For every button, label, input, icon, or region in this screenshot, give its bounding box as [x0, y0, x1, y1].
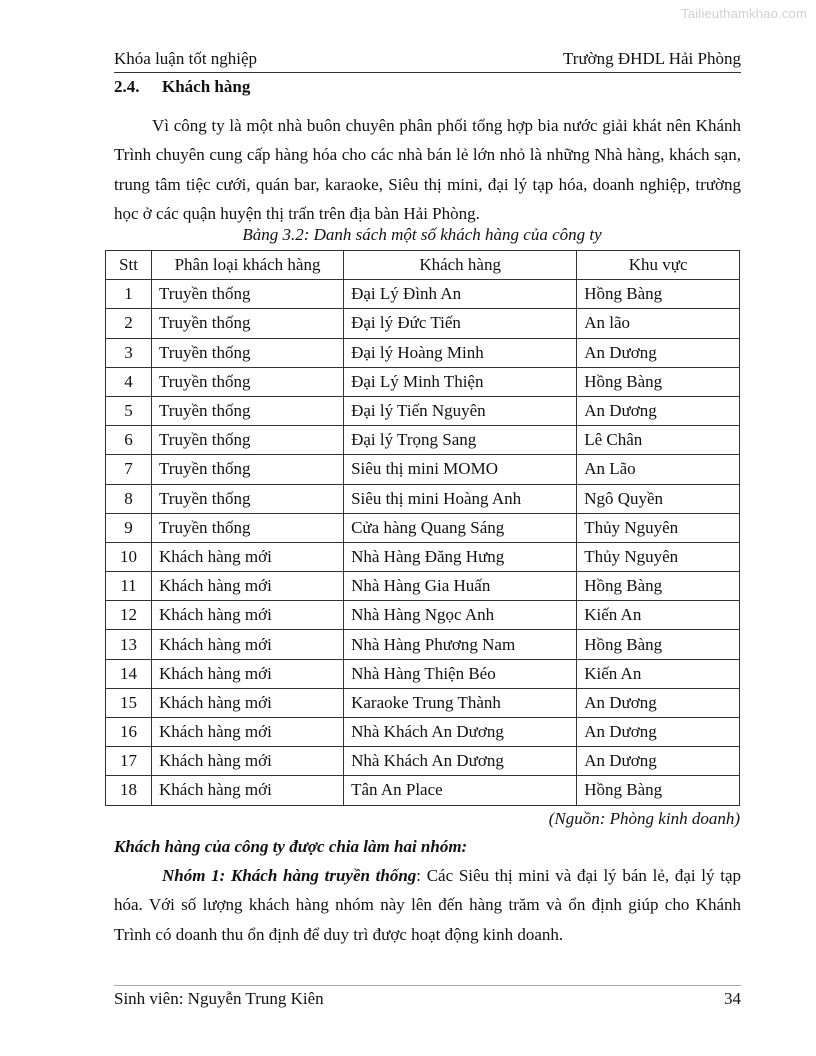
table-row [106, 688, 740, 717]
groups-heading: Khách hàng của công ty được chia làm hai nhóm: [114, 837, 468, 856]
cell-category: Khách hàng mới [152, 688, 344, 717]
cell-customer: Đại Lý Đình An [344, 280, 577, 309]
table-row [106, 367, 740, 396]
table-row [106, 455, 740, 484]
cell-category: Truyền thống [152, 367, 344, 396]
cell-area: Hồng Bàng [577, 630, 740, 659]
cell-category: Truyền thống [152, 426, 344, 455]
cell-area: Kiến An [577, 659, 740, 688]
table-row [106, 396, 740, 425]
cell-area: Hồng Bàng [577, 572, 740, 601]
cell-area: Thủy Nguyên [577, 513, 740, 542]
cell-category: Truyền thống [152, 309, 344, 338]
cell-customer: Nhà Hàng Gia Huấn [344, 572, 577, 601]
cell-customer: Karaoke Trung Thành [344, 688, 577, 717]
cell-category: Khách hàng mới [152, 601, 344, 630]
table-row [106, 601, 740, 630]
cell-area: An Dương [577, 396, 740, 425]
table-row [106, 630, 740, 659]
cell-stt: 9 [106, 513, 152, 542]
header-thesis-label: Khóa luận tốt nghiệp [114, 49, 258, 68]
cell-stt: 14 [106, 659, 152, 688]
intro-paragraph: Vì công ty là một nhà buôn chuyên phân phối tổng hợp bia nước giải khát nên Khánh Trình chuyên cung cấp hàng hóa cho các nhà bán lẻ lớn nhỏ là những Nhà hàng, khách sạn, trung tâm tiệc cưới, quán bar, karaoke, Siêu thị mini, đại lý tạp hóa, doanh nghiệp, trường học ở các quận huyện thị trấn trên địa bàn Hải Phòng. [114, 116, 741, 223]
table-row [106, 280, 740, 309]
cell-customer: Đại lý Tiến Nguyên [344, 396, 577, 425]
cell-area: An Dương [577, 338, 740, 367]
cell-category: Truyền thống [152, 280, 344, 309]
cell-stt: 6 [106, 426, 152, 455]
cell-stt: 8 [106, 484, 152, 513]
table-row [106, 659, 740, 688]
group1-text: : Các Siêu thị mini và đại lý bán lẻ, đại lý tạp hóa. Với số lượng khách hàng nhóm này lên đến hàng trăm và ổn định giúp cho Khánh Trình có doanh thu ổn định để duy trì được hoạt động kinh doanh. [114, 866, 741, 944]
cell-area: An Dương [577, 747, 740, 776]
cell-stt: 18 [106, 776, 152, 805]
customer-table [105, 250, 740, 806]
cell-stt: 17 [106, 747, 152, 776]
cell-customer: Tân An Place [344, 776, 577, 805]
cell-category: Khách hàng mới [152, 542, 344, 571]
cell-stt: 5 [106, 396, 152, 425]
table-source: (Nguồn: Phòng kinh doanh) [548, 809, 740, 828]
cell-customer: Cửa hàng Quang Sáng [344, 513, 577, 542]
table-row [106, 484, 740, 513]
cell-area: An lão [577, 309, 740, 338]
page-header [114, 48, 741, 73]
cell-stt: 7 [106, 455, 152, 484]
footer-student: Sinh viên: Nguyễn Trung Kiên [114, 989, 324, 1008]
cell-customer: Nhà Hàng Đăng Hưng [344, 542, 577, 571]
column-header-customer: Khách hàng [344, 251, 577, 280]
cell-area: An Dương [577, 688, 740, 717]
cell-stt: 3 [106, 338, 152, 367]
cell-stt: 15 [106, 688, 152, 717]
cell-customer: Nhà Khách An Dương [344, 747, 577, 776]
cell-stt: 1 [106, 280, 152, 309]
page-number: 34 [724, 989, 741, 1008]
cell-category: Khách hàng mới [152, 659, 344, 688]
cell-area: An Dương [577, 718, 740, 747]
cell-category: Truyền thống [152, 455, 344, 484]
cell-category: Khách hàng mới [152, 718, 344, 747]
cell-customer: Đại lý Trọng Sang [344, 426, 577, 455]
table-row [106, 426, 740, 455]
column-header-stt: Stt [106, 251, 152, 280]
cell-customer: Siêu thị mini Hoàng Anh [344, 484, 577, 513]
cell-category: Truyền thống [152, 396, 344, 425]
cell-customer: Nhà Hàng Ngọc Anh [344, 601, 577, 630]
section-number: 2.4. [114, 77, 140, 96]
cell-stt: 10 [106, 542, 152, 571]
section-heading [114, 77, 250, 97]
header-university: Trường ĐHDL Hải Phòng [563, 49, 741, 68]
cell-category: Khách hàng mới [152, 776, 344, 805]
cell-stt: 11 [106, 572, 152, 601]
cell-category: Khách hàng mới [152, 572, 344, 601]
cell-stt: 12 [106, 601, 152, 630]
table-row [106, 718, 740, 747]
cell-category: Khách hàng mới [152, 630, 344, 659]
cell-category: Truyền thống [152, 513, 344, 542]
table-caption: Bảng 3.2: Danh sách một số khách hàng của công ty [242, 225, 602, 244]
cell-stt: 2 [106, 309, 152, 338]
table-row [106, 338, 740, 367]
cell-category: Truyền thống [152, 484, 344, 513]
cell-area: Hồng Bàng [577, 776, 740, 805]
cell-area: Ngô Quyền [577, 484, 740, 513]
cell-area: Hồng Bàng [577, 367, 740, 396]
table-body [106, 280, 740, 805]
cell-customer: Đại lý Hoàng Minh [344, 338, 577, 367]
column-header-area: Khu vực [577, 251, 740, 280]
cell-category: Truyền thống [152, 338, 344, 367]
group1-label: Nhóm 1: Khách hàng truyền thống [162, 866, 417, 885]
table-row [106, 572, 740, 601]
column-header-category: Phân loại khách hàng [152, 251, 344, 280]
cell-customer: Đại lý Đức Tiến [344, 309, 577, 338]
cell-area: Hồng Bàng [577, 280, 740, 309]
cell-area: An Lão [577, 455, 740, 484]
table-row [106, 542, 740, 571]
page-footer [114, 985, 741, 1012]
table-row [106, 309, 740, 338]
group1-paragraph [114, 861, 741, 949]
cell-customer: Nhà Hàng Phương Nam [344, 630, 577, 659]
cell-stt: 16 [106, 718, 152, 747]
section-title: Khách hàng [162, 77, 251, 96]
table-row [106, 776, 740, 805]
table-header-row [106, 251, 740, 280]
cell-area: Thủy Nguyên [577, 542, 740, 571]
cell-customer: Nhà Hàng Thiện Béo [344, 659, 577, 688]
cell-stt: 13 [106, 630, 152, 659]
cell-customer: Siêu thị mini MOMO [344, 455, 577, 484]
cell-stt: 4 [106, 367, 152, 396]
cell-category: Khách hàng mới [152, 747, 344, 776]
cell-customer: Đại Lý Minh Thiện [344, 367, 577, 396]
watermark: Tailieuthamkhao.com [681, 6, 807, 21]
cell-area: Lê Chân [577, 426, 740, 455]
table-row [106, 747, 740, 776]
cell-customer: Nhà Khách An Dương [344, 718, 577, 747]
table-row [106, 513, 740, 542]
cell-area: Kiến An [577, 601, 740, 630]
